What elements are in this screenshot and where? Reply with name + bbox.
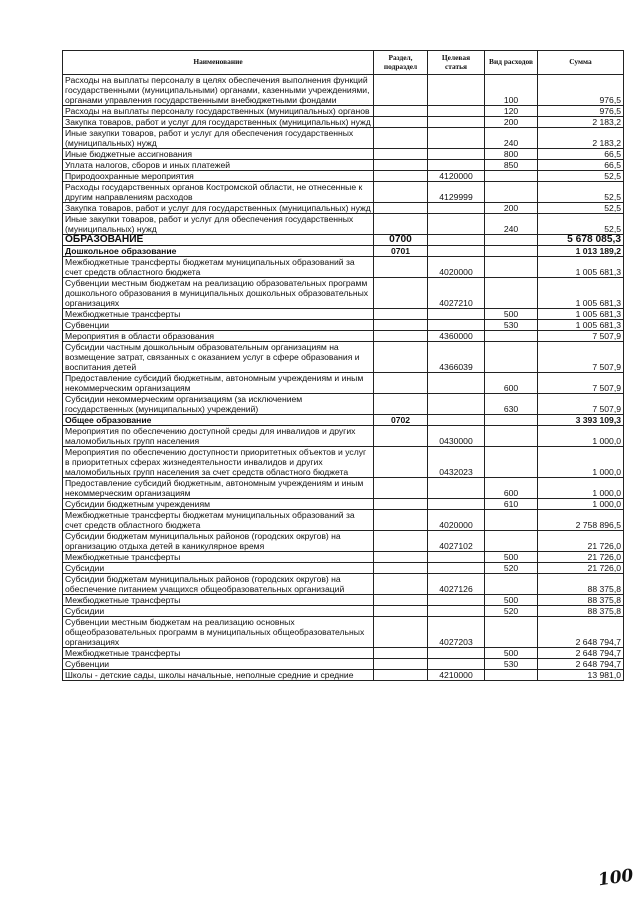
- cell-section: [374, 426, 428, 447]
- cell-type: [485, 415, 538, 426]
- cell-target: [428, 75, 485, 106]
- cell-type: 200: [485, 203, 538, 214]
- cell-sum: 1 000,0: [538, 447, 624, 478]
- cell-target: [428, 117, 485, 128]
- table-row: [63, 160, 624, 171]
- table-row: [63, 648, 624, 659]
- table-row: [63, 670, 624, 681]
- cell-target: [428, 235, 485, 246]
- table-row: [63, 606, 624, 617]
- cell-section: [374, 447, 428, 478]
- cell-name: Уплата налогов, сборов и иных платежей: [63, 160, 374, 171]
- cell-type: [485, 235, 538, 246]
- cell-section: [374, 257, 428, 278]
- cell-sum: 1 005 681,3: [538, 257, 624, 278]
- cell-name: Межбюджетные трансферты: [63, 648, 374, 659]
- cell-type: [485, 257, 538, 278]
- cell-sum: 21 726,0: [538, 531, 624, 552]
- cell-name: Закупка товаров, работ и услуг для государственных (муниципальных) нужд: [63, 117, 374, 128]
- cell-sum: 21 726,0: [538, 552, 624, 563]
- cell-sum: 88 375,8: [538, 595, 624, 606]
- cell-section: [374, 552, 428, 563]
- cell-target: [428, 648, 485, 659]
- cell-type: [485, 617, 538, 648]
- cell-type: 600: [485, 373, 538, 394]
- cell-section: [374, 128, 428, 149]
- cell-type: 530: [485, 659, 538, 670]
- cell-name: Расходы государственных органов Костромской области, не отнесенные к другим направлениям расходов: [63, 182, 374, 203]
- cell-section: [374, 394, 428, 415]
- cell-section: [374, 203, 428, 214]
- cell-sum: 1 000,0: [538, 478, 624, 499]
- cell-section: [374, 160, 428, 171]
- cell-target: 4210000: [428, 670, 485, 681]
- cell-name: Мероприятия по обеспечению доступной среды для инвалидов и других маломобильных групп населения: [63, 426, 374, 447]
- cell-sum: 5 678 085,3: [538, 235, 624, 246]
- cell-name: Межбюджетные трансферты: [63, 309, 374, 320]
- cell-type: 100: [485, 75, 538, 106]
- cell-name: Школы - детские сады, школы начальные, неполные средние и средние: [63, 670, 374, 681]
- cell-section: [374, 648, 428, 659]
- cell-section: [374, 149, 428, 160]
- page-number: 100: [596, 865, 635, 891]
- cell-section: [374, 574, 428, 595]
- cell-sum: 88 375,8: [538, 606, 624, 617]
- cell-target: 0430000: [428, 426, 485, 447]
- cell-target: [428, 373, 485, 394]
- cell-name: Закупка товаров, работ и услуг для государственных (муниципальных) нужд: [63, 203, 374, 214]
- cell-name: Общее образование: [63, 415, 374, 426]
- table-row: [63, 331, 624, 342]
- cell-target: 4027126: [428, 574, 485, 595]
- cell-section: [374, 182, 428, 203]
- cell-target: [428, 214, 485, 235]
- table-row: [63, 426, 624, 447]
- table-row: [63, 171, 624, 182]
- cell-section: [374, 373, 428, 394]
- cell-target: 4366039: [428, 342, 485, 373]
- cell-sum: 2 183,2: [538, 117, 624, 128]
- cell-type: 800: [485, 149, 538, 160]
- cell-sum: 52,5: [538, 171, 624, 182]
- cell-target: [428, 203, 485, 214]
- cell-sum: 2 183,2: [538, 128, 624, 149]
- table-row: [63, 595, 624, 606]
- table-row: [63, 182, 624, 203]
- cell-sum: 1 005 681,3: [538, 320, 624, 331]
- cell-target: [428, 595, 485, 606]
- cell-type: [485, 531, 538, 552]
- cell-section: [374, 606, 428, 617]
- cell-section: [374, 670, 428, 681]
- table-row: [63, 617, 624, 648]
- cell-type: 850: [485, 160, 538, 171]
- cell-name: Межбюджетные трансферты бюджетам муниципальных образований за счет средств областного бюджета: [63, 257, 374, 278]
- cell-type: 120: [485, 106, 538, 117]
- table-row: [63, 203, 624, 214]
- cell-section: 0700: [374, 235, 428, 246]
- cell-target: [428, 478, 485, 499]
- cell-type: 500: [485, 309, 538, 320]
- cell-sum: 2 648 794,7: [538, 648, 624, 659]
- budget-table: [62, 50, 624, 681]
- cell-type: [485, 574, 538, 595]
- cell-section: [374, 309, 428, 320]
- cell-name: Иные бюджетные ассигнования: [63, 149, 374, 160]
- cell-sum: 7 507,9: [538, 373, 624, 394]
- table-row: [63, 235, 624, 246]
- cell-type: 240: [485, 128, 538, 149]
- cell-sum: 2 758 896,5: [538, 510, 624, 531]
- cell-type: 500: [485, 552, 538, 563]
- cell-target: [428, 563, 485, 574]
- cell-name: Расходы на выплаты персоналу государственных (муниципальных) органов: [63, 106, 374, 117]
- cell-section: [374, 478, 428, 499]
- cell-target: [428, 309, 485, 320]
- cell-name: Дошкольное образование: [63, 246, 374, 257]
- cell-target: 0432023: [428, 447, 485, 478]
- cell-sum: 52,5: [538, 182, 624, 203]
- cell-sum: 66,5: [538, 160, 624, 171]
- cell-section: [374, 563, 428, 574]
- cell-name: Межбюджетные трансферты: [63, 552, 374, 563]
- cell-target: [428, 128, 485, 149]
- cell-target: [428, 659, 485, 670]
- cell-sum: 7 507,9: [538, 394, 624, 415]
- cell-name: Мероприятия по обеспечению доступности приоритетных объектов и услуг в приоритетных сферах жизнедеятельности инвалидов и других маломобильных групп населения за счет средств областного бюджета: [63, 447, 374, 478]
- cell-target: [428, 552, 485, 563]
- table-row: [63, 278, 624, 309]
- table-row: [63, 574, 624, 595]
- cell-sum: 13 981,0: [538, 670, 624, 681]
- cell-name: Субвенции местным бюджетам на реализацию основных общеобразовательных программ в муниципальных общеобразовательных организациях: [63, 617, 374, 648]
- header-target: Целевая статья: [428, 51, 485, 75]
- cell-type: 630: [485, 394, 538, 415]
- cell-sum: 1 000,0: [538, 426, 624, 447]
- table-row: [63, 394, 624, 415]
- cell-sum: 1 013 189,2: [538, 246, 624, 257]
- cell-name: Иные закупки товаров, работ и услуг для обеспечения государственных (муниципальных) нужд: [63, 214, 374, 235]
- cell-sum: 66,5: [538, 149, 624, 160]
- header-type: Вид расходов: [485, 51, 538, 75]
- cell-target: 4027102: [428, 531, 485, 552]
- cell-type: [485, 171, 538, 182]
- table-row: [63, 478, 624, 499]
- cell-type: [485, 510, 538, 531]
- cell-type: [485, 278, 538, 309]
- table-row: [63, 75, 624, 106]
- cell-type: 240: [485, 214, 538, 235]
- cell-sum: 976,5: [538, 106, 624, 117]
- cell-name: Субвенции местным бюджетам на реализацию образовательных программ дошкольного образования в муниципальных дошкольных образовательных организациях: [63, 278, 374, 309]
- cell-target: 4020000: [428, 510, 485, 531]
- cell-sum: 88 375,8: [538, 574, 624, 595]
- table-row: [63, 415, 624, 426]
- cell-target: [428, 415, 485, 426]
- cell-section: [374, 320, 428, 331]
- table-row: [63, 563, 624, 574]
- cell-name: Субсидии бюджетным учреждениям: [63, 499, 374, 510]
- header-section: Раздел, подраздел: [374, 51, 428, 75]
- header-name: Наименование: [63, 51, 374, 75]
- cell-name: Расходы на выплаты персоналу в целях обеспечения выполнения функций государственными (муниципальными) органами, казенными учреждениями, органами управления государственными внебюджетными фондами: [63, 75, 374, 106]
- cell-section: [374, 106, 428, 117]
- table-row: [63, 246, 624, 257]
- cell-type: [485, 182, 538, 203]
- cell-type: [485, 342, 538, 373]
- cell-name: Мероприятия в области образования: [63, 331, 374, 342]
- cell-target: [428, 499, 485, 510]
- table-row: [63, 214, 624, 235]
- cell-sum: 1 005 681,3: [538, 278, 624, 309]
- cell-target: [428, 149, 485, 160]
- cell-name: Межбюджетные трансферты: [63, 595, 374, 606]
- cell-target: [428, 106, 485, 117]
- cell-target: 4020000: [428, 257, 485, 278]
- cell-sum: 7 507,9: [538, 342, 624, 373]
- cell-name: Субсидии бюджетам муниципальных районов (городских округов) на обеспечение питанием учащихся общеобразовательных организаций: [63, 574, 374, 595]
- table-row: [63, 128, 624, 149]
- cell-name: Субвенции: [63, 320, 374, 331]
- cell-sum: 52,5: [538, 203, 624, 214]
- cell-type: 500: [485, 648, 538, 659]
- header-sum: Сумма: [538, 51, 624, 75]
- cell-section: [374, 214, 428, 235]
- table-row: [63, 106, 624, 117]
- cell-target: 4027210: [428, 278, 485, 309]
- table-row: [63, 510, 624, 531]
- cell-sum: 21 726,0: [538, 563, 624, 574]
- cell-section: [374, 659, 428, 670]
- cell-type: 200: [485, 117, 538, 128]
- cell-target: [428, 606, 485, 617]
- table-row: [63, 117, 624, 128]
- cell-target: [428, 160, 485, 171]
- cell-target: 4120000: [428, 171, 485, 182]
- cell-type: [485, 246, 538, 257]
- cell-name: Межбюджетные трансферты бюджетам муниципальных образований за счет средств областного бюджета: [63, 510, 374, 531]
- cell-name: Иные закупки товаров, работ и услуг для обеспечения государственных (муниципальных) нужд: [63, 128, 374, 149]
- cell-type: [485, 426, 538, 447]
- table-row: [63, 342, 624, 373]
- cell-name: Природоохранные мероприятия: [63, 171, 374, 182]
- cell-type: 500: [485, 595, 538, 606]
- cell-section: [374, 117, 428, 128]
- cell-name: Субсидии: [63, 563, 374, 574]
- cell-sum: 7 507,9: [538, 331, 624, 342]
- cell-section: [374, 75, 428, 106]
- cell-name: Субсидии частным дошкольным образовательным организациям на возмещение затрат, связанных с оказанием услуг в сфере образования и воспитания детей: [63, 342, 374, 373]
- cell-section: [374, 278, 428, 309]
- cell-sum: 52,5: [538, 214, 624, 235]
- cell-name: Предоставление субсидий бюджетным, автономным учреждениям и иным некоммерческим организациям: [63, 373, 374, 394]
- cell-name: Субвенции: [63, 659, 374, 670]
- cell-name: Предоставление субсидий бюджетным, автономным учреждениям и иным некоммерческим организациям: [63, 478, 374, 499]
- table-row: [63, 552, 624, 563]
- cell-type: [485, 670, 538, 681]
- cell-section: [374, 531, 428, 552]
- table-row: [63, 309, 624, 320]
- cell-target: [428, 320, 485, 331]
- cell-name: Субсидии: [63, 606, 374, 617]
- cell-type: [485, 331, 538, 342]
- cell-name: Субсидии бюджетам муниципальных районов (городских округов) на организацию отдыха детей в каникулярное время: [63, 531, 374, 552]
- cell-target: 4027203: [428, 617, 485, 648]
- cell-name: ОБРАЗОВАНИЕ: [63, 235, 374, 246]
- table-row: [63, 257, 624, 278]
- cell-target: [428, 246, 485, 257]
- cell-sum: 2 648 794,7: [538, 659, 624, 670]
- cell-sum: 976,5: [538, 75, 624, 106]
- table-row: [63, 149, 624, 160]
- cell-type: 610: [485, 499, 538, 510]
- cell-section: [374, 595, 428, 606]
- cell-name: Субсидии некоммерческим организациям (за исключением государственных (муниципальных) учреждений): [63, 394, 374, 415]
- table-header-row: [63, 51, 624, 75]
- cell-section: 0701: [374, 246, 428, 257]
- cell-section: [374, 499, 428, 510]
- cell-sum: 1 000,0: [538, 499, 624, 510]
- cell-type: 520: [485, 606, 538, 617]
- cell-type: 600: [485, 478, 538, 499]
- cell-type: 530: [485, 320, 538, 331]
- cell-section: [374, 617, 428, 648]
- table-row: [63, 373, 624, 394]
- table-row: [63, 659, 624, 670]
- cell-section: [374, 331, 428, 342]
- cell-target: 4129999: [428, 182, 485, 203]
- cell-section: [374, 342, 428, 373]
- table-row: [63, 531, 624, 552]
- table-row: [63, 499, 624, 510]
- cell-sum: 2 648 794,7: [538, 617, 624, 648]
- cell-target: 4360000: [428, 331, 485, 342]
- table-row: [63, 447, 624, 478]
- cell-type: [485, 447, 538, 478]
- cell-target: [428, 394, 485, 415]
- table-body: [63, 75, 624, 681]
- cell-sum: 3 393 109,3: [538, 415, 624, 426]
- cell-section: [374, 171, 428, 182]
- table-row: [63, 320, 624, 331]
- cell-sum: 1 005 681,3: [538, 309, 624, 320]
- cell-type: 520: [485, 563, 538, 574]
- cell-section: [374, 510, 428, 531]
- cell-section: 0702: [374, 415, 428, 426]
